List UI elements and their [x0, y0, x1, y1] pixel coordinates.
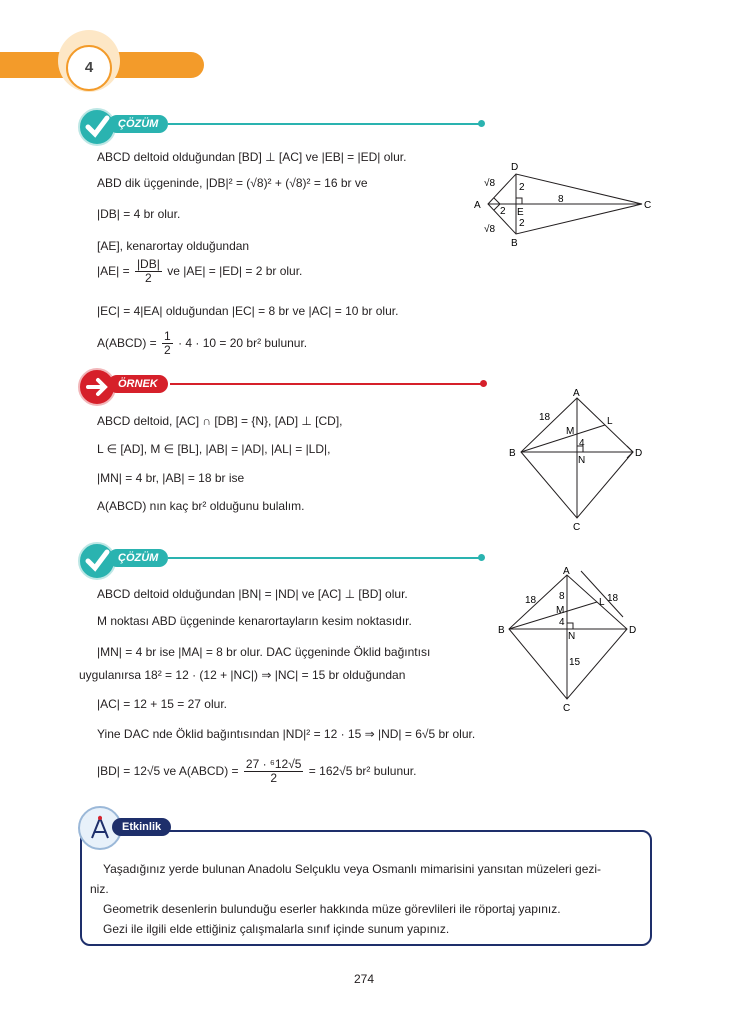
activity-header: Etkinlik — [112, 818, 171, 836]
example-rule — [170, 383, 482, 385]
fig3-L: L — [599, 597, 605, 608]
solution2-line-7 — [97, 758, 416, 785]
fig3-N: N — [568, 631, 576, 642]
solution2-line-3: |MN| = 4 br ise |MA| = 8 br olur. DAC üçgeninde Öklid bağıntısı — [97, 645, 431, 659]
solution1-rule-dot — [478, 120, 485, 127]
fig2-D: D — [635, 448, 643, 459]
fig1-sqrt8-bottom: √8 — [484, 224, 496, 235]
area-rest: · 4 · 10 = 20 br² bulunur. — [178, 336, 308, 350]
fig1-2-eb: 2 — [519, 218, 525, 229]
fig3-4: 4 — [559, 617, 565, 628]
example-line-2: L ∈ [AD], M ∈ [BL], |AB| = |AD|, |AL| = |LD|, — [97, 442, 331, 456]
solution1-line-5 — [97, 258, 302, 285]
solution1-line-6: |EC| = 4|EA| olduğundan |EC| = 8 br ve |AC| = 10 br olur. — [97, 304, 399, 318]
solution2-line-5: |AC| = 12 + 15 = 27 olur. — [97, 697, 227, 711]
fig2-4: 4 — [579, 438, 585, 449]
solution1-header: ÇÖZÜM — [108, 115, 168, 133]
half-den: 2 — [164, 343, 171, 357]
fig2-L: L — [607, 416, 613, 427]
db-over-2-fraction — [135, 258, 162, 285]
example-kite-figure — [505, 388, 655, 538]
fig3-15: 15 — [569, 657, 581, 668]
half-num: 1 — [164, 329, 171, 343]
solution1-line-3: |DB| = 4 br olur. — [97, 207, 181, 221]
kite1-right-angle — [516, 198, 522, 204]
kite3-seg-bl — [509, 602, 597, 629]
fig2-C: C — [573, 522, 581, 533]
activity-paragraph-1b: niz. — [90, 882, 109, 896]
half-fraction — [162, 330, 173, 357]
solution2-rule-dot — [478, 554, 485, 561]
fig3-B: B — [498, 625, 505, 636]
solution2-line-2: M noktası ABD üçgeninde kenarortayların kesim noktasıdır. — [97, 614, 412, 628]
ae-rest: ve |AE| = |ED| = 2 br olur. — [167, 264, 303, 278]
fig3-D: D — [629, 625, 637, 636]
frac-num: |DB| — [136, 257, 160, 271]
fig1-2-ae: 2 — [500, 206, 506, 217]
activity-paragraph-1a: Yaşadığınız yerde bulunan Anadolu Selçuklu veya Osmanlı mimarisini yansıtan müzeleri gezi- — [103, 862, 602, 876]
chapter-number: 4 — [84, 59, 94, 76]
chapter-badge — [66, 45, 112, 91]
fig1-E: E — [517, 207, 524, 218]
kite3-right-angle — [567, 623, 573, 629]
fig3-18-ad: 18 — [607, 593, 619, 604]
solution2-header: ÇÖZÜM — [108, 549, 168, 567]
example-line-1: ABCD deltoid, [AC] ∩ [DB] = {N}, [AD] ⊥ [CD], — [97, 414, 343, 428]
solution2-kite-figure — [495, 565, 645, 715]
fig2-N: N — [578, 455, 586, 466]
fig3-A: A — [563, 566, 570, 577]
fig3-18-ab: 18 — [525, 595, 537, 606]
solution2-rule — [168, 557, 480, 559]
solution1-kite-figure — [470, 158, 660, 250]
solution1-line-2: ABD dik üçgeninde, |DB|² = (√8)² + (√8)² = 16 br ve — [97, 176, 368, 190]
fig2-M: M — [566, 426, 575, 437]
fig1-C: C — [644, 200, 652, 211]
example-rule-dot — [480, 380, 487, 387]
example-line-4: A(ABCD) nın kaç br² olduğunu bulalım. — [97, 499, 305, 513]
fig2-A: A — [573, 388, 580, 399]
ae-label: |AE| = — [97, 264, 130, 278]
fig3-8: 8 — [559, 591, 565, 602]
solution1-line-1: ABCD deltoid olduğundan [BD] ⊥ [AC] ve |EB| = |ED| olur. — [97, 150, 407, 164]
area-fraction — [244, 758, 304, 785]
fig1-2-de: 2 — [519, 182, 525, 193]
fig1-B: B — [511, 238, 518, 249]
frac-den: 2 — [145, 271, 152, 285]
bd-area-label: |BD| = 12√5 ve A(ABCD) = — [97, 764, 239, 778]
example-line-3: |MN| = 4 br, |AB| = 18 br ise — [97, 471, 245, 485]
fig1-sqrt8-top: √8 — [484, 178, 496, 189]
example-header: ÖRNEK — [108, 375, 168, 393]
fig2-18: 18 — [539, 412, 551, 423]
solution1-line-4: [AE], kenarortay olduğundan — [97, 239, 250, 253]
fig1-D: D — [511, 162, 519, 173]
fig3-M: M — [556, 605, 565, 616]
kite2-seg-bl — [521, 425, 605, 452]
fig3-C: C — [563, 703, 571, 714]
area-label: A(ABCD) = — [97, 336, 157, 350]
solution2-line-4: uygulanırsa 18² = 12 · (12 + |NC|) ⇒ |NC| = 15 br olduğundan — [79, 668, 406, 682]
solution2-line-1: ABCD deltoid olduğundan |BN| = |ND| ve [AC] ⊥ [BD] olur. — [97, 587, 408, 601]
fig1-A: A — [474, 200, 481, 211]
solution1-line-7 — [97, 330, 307, 357]
solution2-line-6: Yine DAC nde Öklid bağıntısından |ND|² = 12 · 15 ⇒ |ND| = 6√5 br olur. — [97, 727, 476, 741]
activity-paragraph-3: Gezi ile ilgili elde ettiğiniz çalışmalarla sınıf içinde sunum yapınız. — [103, 922, 450, 936]
area-frac-num: 27 · ⁶12√5 — [245, 757, 302, 771]
page-number: 274 — [354, 972, 375, 986]
area-frac-den: 2 — [270, 771, 278, 785]
fig1-8-ec: 8 — [558, 194, 564, 205]
bd-area-rest: = 162√5 br² bulunur. — [308, 764, 417, 778]
fig2-B: B — [509, 448, 516, 459]
activity-paragraph-2: Geometrik desenlerin bulunduğu eserler hakkında müze görevlileri ile röportaj yapınız. — [103, 902, 561, 916]
solution1-rule — [168, 123, 480, 125]
